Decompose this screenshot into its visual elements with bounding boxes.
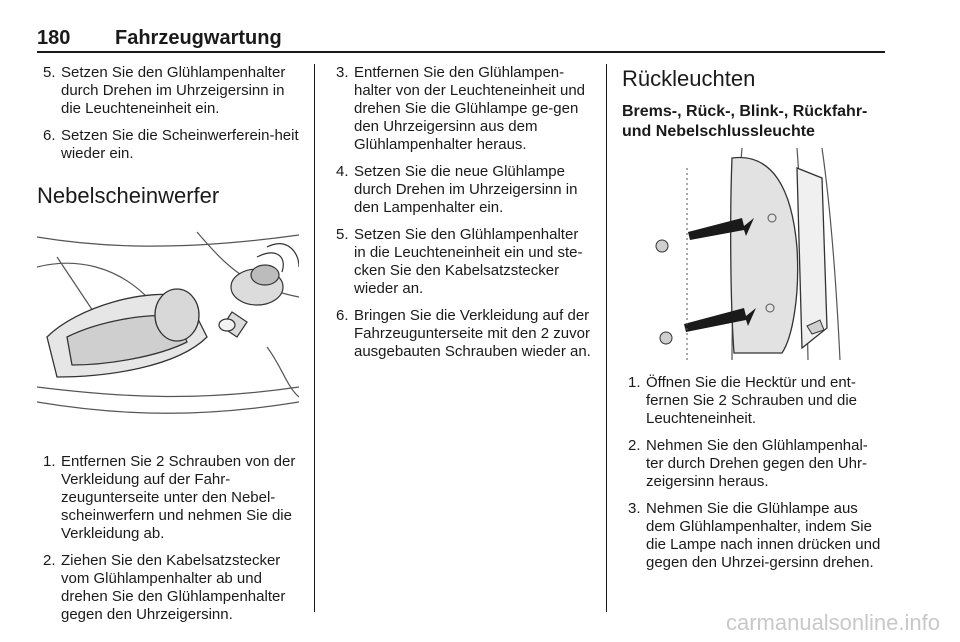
list-item: 3. Entfernen Sie den Glühlampen-halter von der Leuchteneinheit und drehen Sie die Glühlampe ge-gen den Uhrzeigersinn aus dem Glühlampenhalter heraus. [336,64,586,153]
step-list [330,64,592,361]
list-item: 2. Ziehen Sie den Kabelsatzstecker vom Glühlampenhalter ab und drehen Sie den Glühlampenhalter gegen den Uhrzeigersinn. [43,552,286,623]
list-item: 1. Entfernen Sie 2 Schrauben von der Verkleidung auf der Fahr-zeugunterseite unter den Nebel-scheinwerfern und nehmen Sie die Verkleidung ab. [43,453,296,542]
step-list [622,374,884,572]
list-item: 2. Nehmen Sie den Glühlampenhal-ter durch Drehen gegen den Uhr-zeigersinn heraus. [628,437,868,490]
column-divider-1 [314,64,315,612]
column-2 [330,64,592,370]
list-item: 1. Öffnen Sie die Hecktür und ent-fernen Sie 2 Schrauben und die Leuchteneinheit. [628,374,857,427]
header-rule [37,51,885,53]
fog-light-drawing [37,227,299,439]
list-item: 6. Setzen Sie die Scheinwerferein-heit wieder ein. [43,127,299,162]
page-header [37,27,885,53]
list-item: 4. Setzen Sie die neue Glühlampe durch Drehen im Uhrzeigersinn in den Lampenhalter ein. [336,163,578,216]
watermark: carmanualsonline.info [725,610,940,635]
fog-light-illustration [37,227,299,439]
list-item: 5. Setzen Sie den Glühlampenhalter durch Drehen im Uhrzeigersinn in die Leuchteneinheit ein. [43,64,286,117]
rear-light-drawing [622,148,884,360]
column-3 [622,64,884,581]
subsection-title: Brems-, Rück-, Blink-, Rückfahr- und Nebelschlussleuchte [622,103,868,140]
section-title-fog-lights: Nebelscheinwerfer [37,183,220,208]
step-list-bottom [37,453,299,624]
page-number: 180 [37,27,71,49]
column-divider-2 [606,64,607,612]
list-item: 6. Bringen Sie die Verkleidung auf der Fahrzeugunterseite mit den 2 zuvor ausgebauten Schrauben wieder an. [336,307,591,360]
list-item: 3. Nehmen Sie die Glühlampe aus dem Glühlampenhalter, indem Sie die Lampe nach innen drücken und gegen den Uhrzei-gersinn drehen. [628,500,881,571]
list-item: 5. Setzen Sie den Glühlampenhalter in die Leuchteneinheit ein und ste-cken Sie den Kabelsatzstecker wieder an. [336,226,583,297]
section-title-rear-lights: Rückleuchten [622,66,756,91]
step-list-top [37,64,299,163]
rear-light-illustration [622,148,884,360]
page-title: Fahrzeugwartung [115,27,282,49]
column-1 [37,64,299,633]
